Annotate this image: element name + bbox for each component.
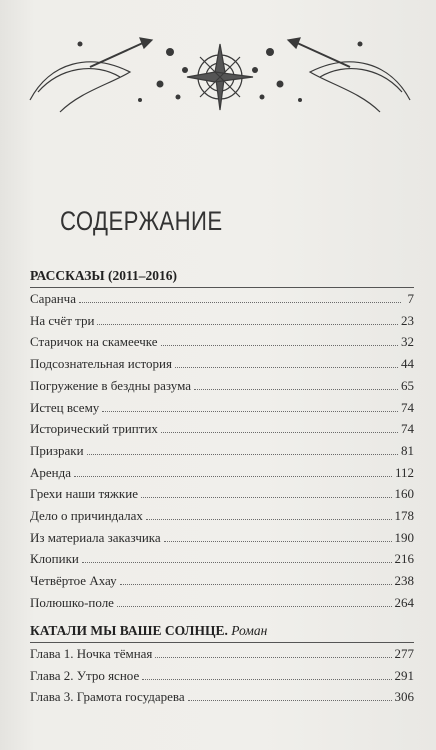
entry-page: 74 [401, 421, 414, 437]
leader-dots [161, 420, 398, 433]
section-divider [30, 642, 414, 643]
leader-dots [102, 399, 398, 412]
entry-title: Дело о причиндалах [30, 508, 143, 523]
leader-dots [194, 377, 398, 390]
leader-dots [155, 645, 391, 658]
section-divider [30, 287, 414, 288]
leader-dots [74, 464, 392, 477]
toc-entry[interactable] [30, 485, 414, 503]
section-heading-text: КАТАЛИ МЫ ВАШЕ СОЛНЦЕ. [30, 623, 228, 638]
toc-entry[interactable] [30, 377, 414, 395]
entry-page: 23 [401, 312, 414, 328]
entry-title: Аренда [30, 464, 71, 480]
entry-title: Истец всему [30, 399, 100, 415]
toc-entry[interactable] [30, 399, 414, 417]
leader-dots [142, 667, 391, 680]
toc-entry[interactable] [30, 572, 414, 590]
toc-entry[interactable] [30, 594, 414, 612]
entry-title: Клопики [30, 551, 79, 567]
entry-page: 264 [394, 594, 414, 610]
entry-page: 74 [401, 399, 414, 415]
entry-page: 291 [394, 667, 414, 683]
toc-entry[interactable] [30, 290, 414, 308]
toc-entry[interactable] [30, 688, 414, 706]
leader-dots [146, 507, 392, 520]
leader-dots [175, 355, 398, 368]
entry-page: 238 [394, 573, 414, 589]
entry-page: 32 [401, 334, 414, 350]
ornament-header [20, 22, 420, 122]
entry-title: Старичок на скамеечке [30, 334, 158, 350]
entry-page: 190 [394, 529, 414, 545]
toc-entry[interactable] [30, 507, 414, 525]
entry-title: Исторический триптих [30, 421, 158, 437]
toc-entry[interactable] [30, 312, 414, 330]
entry-title: На счёт три [30, 312, 95, 328]
toc-entry[interactable] [30, 550, 414, 568]
toc-entry[interactable] [30, 333, 414, 351]
leader-dots [82, 550, 392, 563]
entry-page: 44 [401, 356, 414, 372]
entry-page: 178 [394, 508, 414, 523]
entry-title: Глава 2. Утро ясное [30, 667, 140, 683]
section-subheading: Роман [231, 623, 268, 638]
leader-dots [141, 485, 392, 498]
entry-page: 112 [394, 464, 414, 480]
section-heading-stories [30, 268, 177, 284]
leader-dots [164, 529, 392, 542]
page-title: СОДЕРЖАНИЕ [60, 206, 223, 236]
toc-entry[interactable] [30, 420, 414, 438]
entry-title: Погружение в бездны разума [30, 377, 191, 393]
entry-title: Из материала заказчика [30, 529, 161, 545]
leader-dots [161, 333, 398, 346]
toc-entry[interactable] [30, 645, 414, 663]
leader-dots [97, 312, 398, 325]
entry-title: Саранча [30, 291, 76, 306]
entry-page: 65 [401, 377, 414, 393]
entry-title: Полюшко-поле [30, 594, 114, 610]
entry-page: 81 [401, 442, 414, 458]
section-heading-novel [30, 623, 267, 639]
toc-entry[interactable] [30, 667, 414, 685]
entry-page: 160 [394, 486, 414, 502]
toc-entry[interactable] [30, 355, 414, 373]
entry-title: Призраки [30, 442, 84, 458]
leader-dots [87, 442, 398, 455]
leader-dots [79, 290, 401, 303]
entry-page: 306 [394, 689, 414, 705]
entry-page: 7 [407, 291, 414, 306]
leader-dots [120, 572, 392, 585]
section-heading-text: РАССКАЗЫ (2011–2016) [30, 268, 178, 283]
leader-dots [188, 688, 392, 701]
entry-title: Четвёртое Ахау [30, 573, 117, 589]
toc-entry[interactable] [30, 442, 414, 460]
entry-page: 277 [394, 646, 414, 661]
toc-entry[interactable] [30, 529, 414, 547]
entry-title: Глава 1. Ночка тёмная [30, 646, 153, 661]
entry-title: Грехи наши тяжкие [30, 486, 138, 502]
entry-title: Глава 3. Грамота государева [30, 689, 185, 705]
leader-dots [117, 594, 392, 607]
entry-title: Подсознательная история [30, 356, 172, 372]
entry-page: 216 [394, 551, 414, 567]
toc-entry[interactable] [30, 464, 414, 482]
